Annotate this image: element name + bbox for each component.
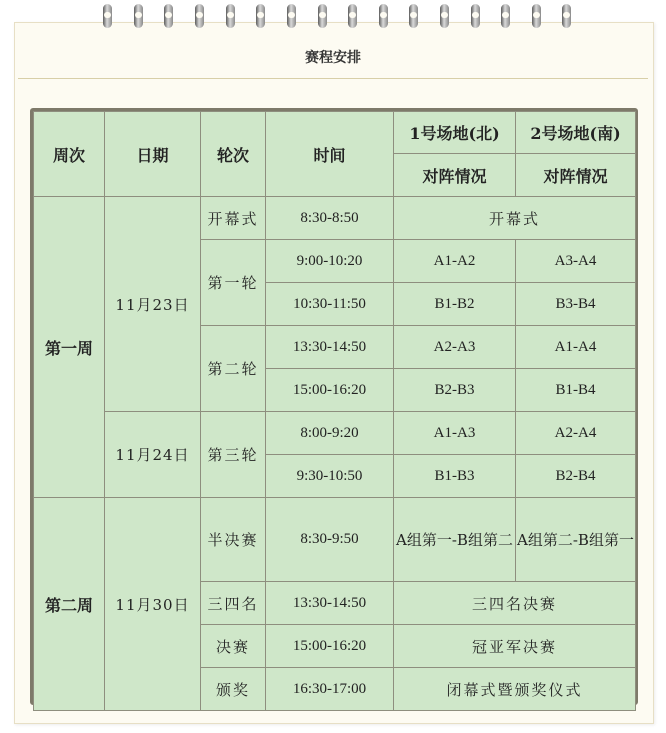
page-title: 赛程安排 (305, 50, 361, 66)
binder-ring (409, 4, 418, 28)
match-cell: A2-A3 (394, 326, 516, 369)
binder-ring (379, 4, 388, 28)
time-cell: 8:00-9:20 (266, 412, 394, 455)
time-cell: 15:00-16:20 (266, 625, 394, 668)
round-cell: 第三轮 (201, 412, 266, 498)
binder-ring (501, 4, 510, 28)
event-cell: 闭幕式暨颁奖仪式 (394, 668, 636, 711)
header-week: 周次 (34, 112, 105, 197)
header-matchup-2: 对阵情况 (516, 154, 636, 197)
time-cell: 8:30-8:50 (266, 197, 394, 240)
header-venue-2: 2号场地(南) (516, 112, 636, 154)
header-round: 轮次 (201, 112, 266, 197)
binder-ring (103, 4, 112, 28)
event-cell: 开幕式 (394, 197, 636, 240)
round-cell: 半决赛 (201, 498, 266, 582)
binder-ring (164, 4, 173, 28)
table-row (34, 412, 636, 455)
table-row (34, 197, 636, 240)
round-cell: 开幕式 (201, 197, 266, 240)
match-cell: A1-A2 (394, 240, 516, 283)
time-cell: 13:30-14:50 (266, 582, 394, 625)
date-cell: 11月23日 (105, 197, 201, 412)
binder-rings (0, 4, 666, 32)
date-cell: 11月30日 (105, 498, 201, 711)
binder-ring (195, 4, 204, 28)
binder-ring (256, 4, 265, 28)
time-cell: 10:30-11:50 (266, 283, 394, 326)
binder-ring (287, 4, 296, 28)
match-cell: A1-A4 (516, 326, 636, 369)
header-venue-1: 1号场地(北) (394, 112, 516, 154)
time-cell: 15:00-16:20 (266, 369, 394, 412)
binder-ring (471, 4, 480, 28)
round-cell: 第一轮 (201, 240, 266, 326)
binder-ring (532, 4, 541, 28)
binder-ring (348, 4, 357, 28)
event-cell: 三四名决赛 (394, 582, 636, 625)
table-row (34, 498, 636, 582)
match-cell: B2-B4 (516, 455, 636, 498)
table-header-row (34, 112, 636, 154)
time-cell: 9:30-10:50 (266, 455, 394, 498)
match-cell: B1-B4 (516, 369, 636, 412)
match-cell: B1-B3 (394, 455, 516, 498)
match-cell: A组第二-B组第一 (516, 498, 636, 582)
binder-ring (562, 4, 571, 28)
match-cell: A2-A4 (516, 412, 636, 455)
time-cell: 13:30-14:50 (266, 326, 394, 369)
match-cell: B2-B3 (394, 369, 516, 412)
round-cell: 颁奖 (201, 668, 266, 711)
time-cell: 8:30-9:50 (266, 498, 394, 582)
time-cell: 16:30-17:00 (266, 668, 394, 711)
binder-ring (440, 4, 449, 28)
round-cell: 第二轮 (201, 326, 266, 412)
header-divider (18, 78, 648, 79)
binder-ring (318, 4, 327, 28)
week-2-label: 第二周 (34, 498, 105, 711)
round-cell: 决赛 (201, 625, 266, 668)
event-cell: 冠亚军决赛 (394, 625, 636, 668)
schedule-table (33, 111, 636, 711)
binder-ring (134, 4, 143, 28)
date-cell: 11月24日 (105, 412, 201, 498)
header-date: 日期 (105, 112, 201, 197)
binder-ring (226, 4, 235, 28)
header-time: 时间 (266, 112, 394, 197)
time-cell: 9:00-10:20 (266, 240, 394, 283)
match-cell: B3-B4 (516, 283, 636, 326)
round-cell: 三四名 (201, 582, 266, 625)
match-cell: A3-A4 (516, 240, 636, 283)
week-1-label: 第一周 (34, 197, 105, 498)
header-matchup-1: 对阵情况 (394, 154, 516, 197)
match-cell: A组第一-B组第二 (394, 498, 516, 582)
match-cell: B1-B2 (394, 283, 516, 326)
match-cell: A1-A3 (394, 412, 516, 455)
